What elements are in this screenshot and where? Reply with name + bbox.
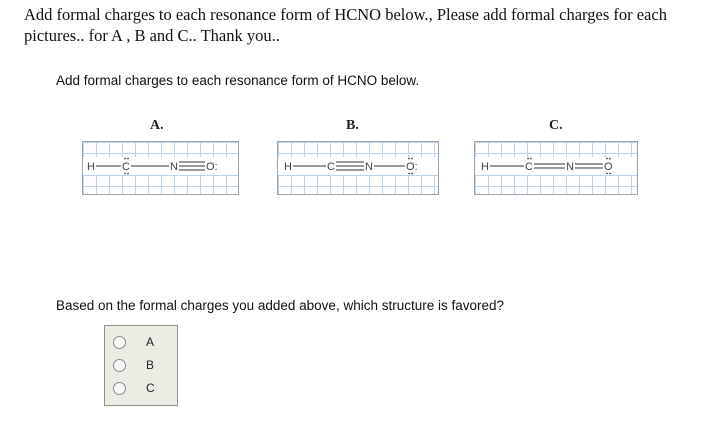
structure-c-drawing-area[interactable] [474,141,638,195]
option-b[interactable] [113,355,154,375]
atom-o: O: [406,161,418,173]
atom-c: C [327,161,335,173]
atom-h: H [481,161,489,173]
answer-options [104,325,178,406]
atom-n: N [365,161,373,173]
bond-triple [336,162,364,170]
radio-button[interactable] [113,382,126,395]
option-label: C [146,381,155,395]
lone-pair-dots [527,158,532,160]
atom-o: O [604,161,613,173]
atom-n: N [170,161,178,173]
radio-button[interactable] [113,336,126,349]
atom-c: C [122,161,130,173]
structure-b-molecule [278,157,438,175]
bond-double [575,164,603,168]
option-c[interactable] [113,378,155,398]
structure-a-molecule [83,157,238,175]
atom-n: N [566,161,574,173]
option-label: A [146,335,155,349]
question-text: Add formal charges to each resonance form of HCNO below., Please add formal charges for each pictures.. for A , B and C.. Thank you.. [24,5,667,45]
structure-c-molecule [475,157,637,175]
structure-a-label: A. [150,118,164,133]
instruction-text: Add formal charges to each resonance form of HCNO below. [56,73,420,88]
atom-h: H [284,161,292,173]
option-label: B [146,358,155,372]
atom-o: O: [206,161,218,173]
bond-triple [179,162,205,170]
radio-button[interactable] [113,359,126,372]
favored-structure-question: Based on the formal charges you added above, which structure is favored? [56,298,505,313]
structure-a-drawing-area[interactable] [82,141,239,195]
structure-c-label: C. [549,118,563,133]
structure-b-label: B. [346,118,359,133]
structure-b-drawing-area[interactable] [277,141,439,195]
atom-h: H [87,161,95,173]
bond-double [534,164,565,168]
option-a[interactable] [113,332,154,352]
atom-c: C [525,161,533,173]
